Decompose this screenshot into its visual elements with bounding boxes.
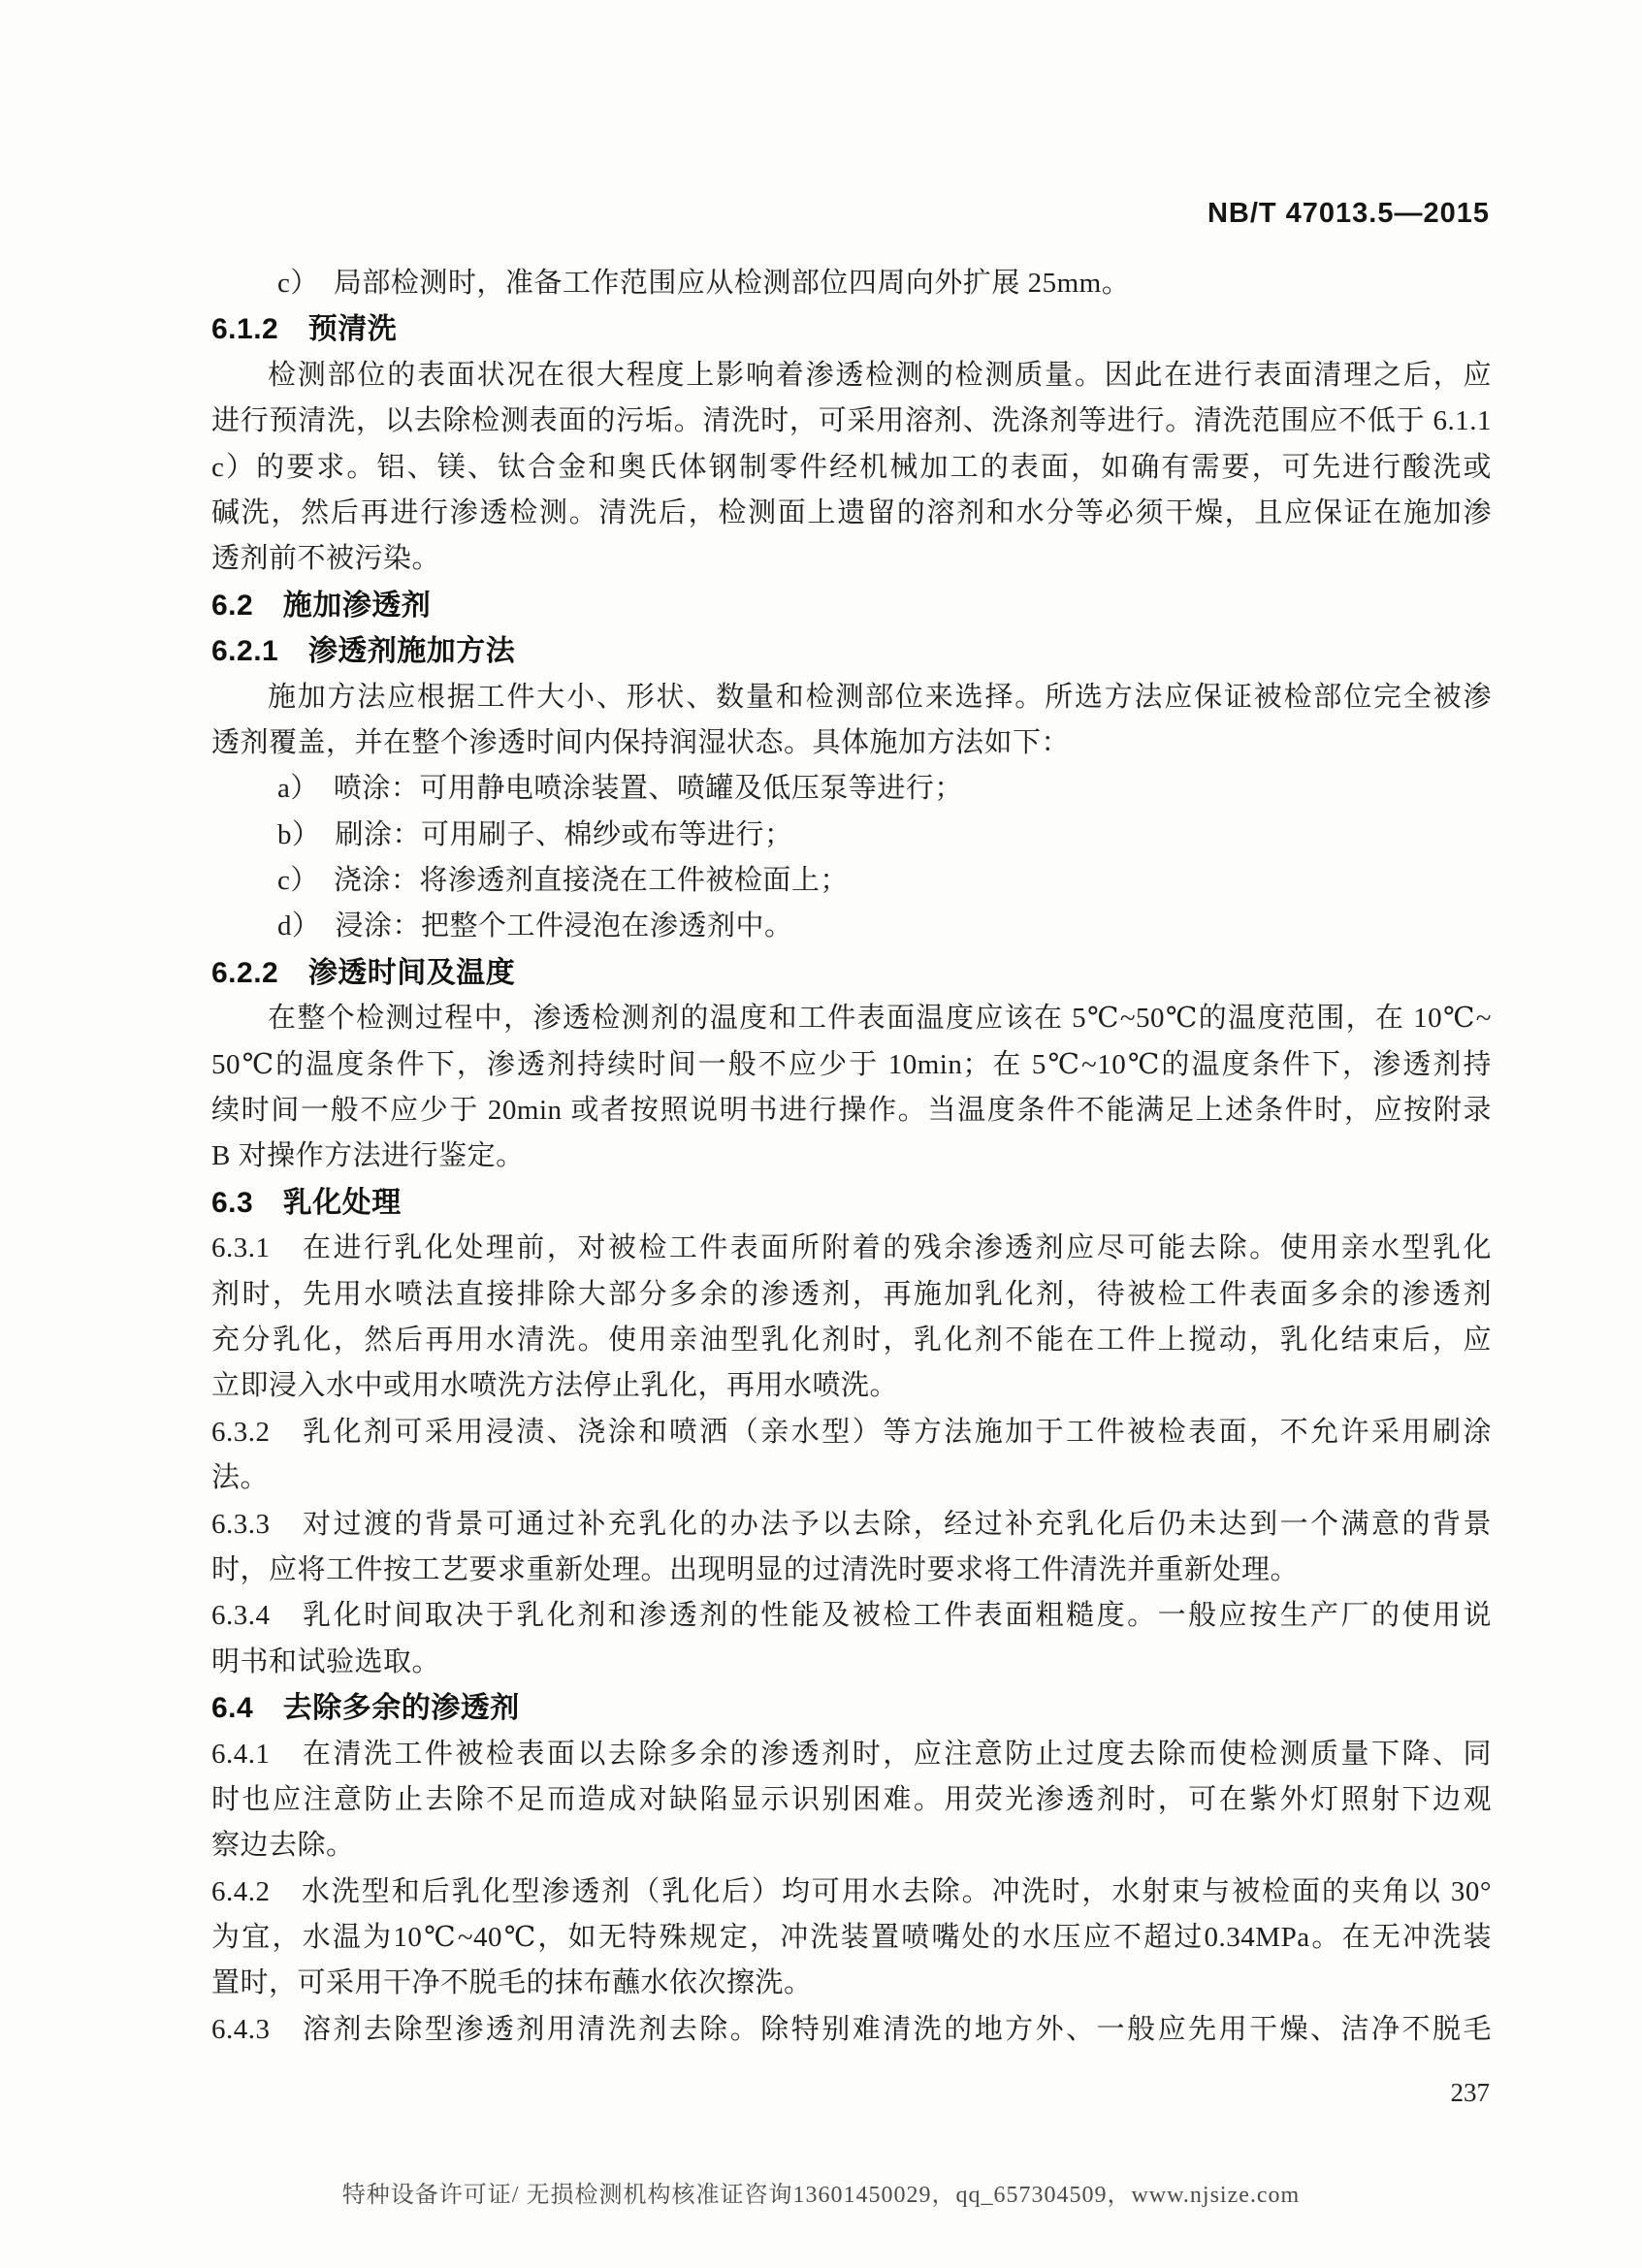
text-line: 6.4 去除多余的渗透剂 bbox=[211, 1692, 520, 1725]
text-line: c） 局部检测时，准备工作范围应从检测部位四周向外扩展 25mm。 bbox=[277, 268, 1131, 299]
text-line: 剂时，先用水喷法直接排除大部分多余的渗透剂，再施加乳化剂，待被检工件表面多余的渗透剂 bbox=[211, 1278, 1492, 1310]
text-line: 明书和试验选取。 bbox=[211, 1645, 441, 1677]
text-line: d） 浸涂：把整个工件浸泡在渗透剂中。 bbox=[277, 910, 793, 942]
text-line: 6.2 施加渗透剂 bbox=[211, 589, 432, 622]
text-line: 透剂前不被污染。 bbox=[211, 543, 441, 575]
text-line: 6.3.3 对过渡的背景可通过补充乳化的办法予以去除，经过补充乳化后仍未达到一个满意的背景 bbox=[211, 1508, 1492, 1540]
text-line: 在整个检测过程中，渗透检测剂的温度和工件表面温度应该在 5℃~50℃的温度范围，在 10℃~ bbox=[268, 1003, 1492, 1035]
text-line: 续时间一般不应少于 20min 或者按照说明书进行操作。当温度条件不能满足上述条件时，应按附录 bbox=[211, 1095, 1492, 1127]
text-line: B 对操作方法进行鉴定。 bbox=[211, 1140, 525, 1172]
text-line: 时也应注意防止去除不足而造成对缺陷显示识别困难。用荧光渗透剂时，可在紫外灯照射下边观 bbox=[211, 1783, 1492, 1815]
text-line: 为宜，水温为10℃~40℃，如无特殊规定，冲洗装置喷嘴处的水压应不超过0.34MPa。在无冲洗装 bbox=[211, 1922, 1492, 1954]
text-line: 法。 bbox=[211, 1462, 270, 1494]
text-line: 施加方法应根据工件大小、形状、数量和检测部位来选择。所选方法应保证被检部位完全被渗 bbox=[268, 681, 1492, 713]
text-line: 置时，可采用干净不脱毛的抹布蘸水依次擦洗。 bbox=[211, 1967, 813, 1999]
document-body bbox=[211, 261, 1492, 2053]
text-line: 6.2.2 渗透时间及温度 bbox=[211, 956, 516, 989]
text-line: 进行预清洗，以去除检测表面的污垢。清洗时，可采用溶剂、洗涤剂等进行。清洗范围应不低于 6.1.1 bbox=[211, 405, 1492, 437]
text-line: 碱洗，然后再进行渗透检测。清洗后，检测面上遗留的溶剂和水分等必须干燥，且应保证在施加渗 bbox=[211, 496, 1492, 528]
text-line: 6.3.2 乳化剂可采用浸渍、浇涂和喷洒（亲水型）等方法施加于工件被检表面，不允许采用刷涂 bbox=[211, 1416, 1492, 1448]
watermark-footer: 特种设备许可证/ 无损检测机构核准证咨询13601450029，qq_657304509，www.njsize.com bbox=[341, 2183, 1301, 2208]
text-line: 6.3.1 在进行乳化处理前，对被检工件表面所附着的残余渗透剂应尽可能去除。使用亲水型乳化 bbox=[211, 1232, 1492, 1264]
text-line: 立即浸入水中或用水喷洗方法停止乳化，再用水喷洗。 bbox=[211, 1370, 899, 1402]
text-line: b） 刷涂：可用刷子、棉纱或布等进行； bbox=[277, 818, 793, 850]
text-line: 6.4.2 水洗型和后乳化型渗透剂（乳化后）均可用水去除。冲洗时，水射束与被检面的夹角以 30° bbox=[211, 1875, 1492, 1907]
text-line: 察边去除。 bbox=[211, 1830, 355, 1862]
doc-standard-number: NB/T 47013.5—2015 bbox=[1207, 198, 1490, 229]
text-line: 6.4.3 溶剂去除型渗透剂用清洗剂去除。除特别难清洗的地方外、一般应先用干燥、洁净不脱毛 bbox=[211, 2013, 1492, 2045]
text-line: a） 喷涂：可用静电喷涂装置、喷罐及低压泵等进行； bbox=[277, 773, 963, 805]
text-line: 6.1.2 预清洗 bbox=[211, 313, 398, 346]
text-line: 6.4.1 在清洗工件被检表面以去除多余的渗透剂时，应注意防止过度去除而使检测质量下降、同 bbox=[211, 1738, 1492, 1770]
text-line: 透剂覆盖，并在整个渗透时间内保持润湿状态。具体施加方法如下： bbox=[211, 726, 1071, 758]
text-line: 6.3.4 乳化时间取决于乳化剂和渗透剂的性能及被检工件表面粗糙度。一般应按生产厂的使用说 bbox=[211, 1600, 1492, 1632]
text-line: 6.2.1 渗透剂施加方法 bbox=[211, 635, 516, 668]
page-number: 237 bbox=[1450, 2078, 1490, 2107]
text-line: 6.3 乳化处理 bbox=[211, 1186, 402, 1219]
text-line: 时，应将工件按工艺要求重新处理。出现明显的过清洗时要求将工件清洗并重新处理。 bbox=[211, 1553, 1300, 1585]
text-line: 检测部位的表面状况在很大程度上影响着渗透检测的检测质量。因此在进行表面清理之后，应 bbox=[268, 359, 1492, 391]
text-line: c）的要求。铝、镁、钛合金和奥氏体钢制零件经机械加工的表面，如确有需要，可先进行酸洗或 bbox=[211, 451, 1492, 483]
text-line: 充分乳化，然后再用水清洗。使用亲油型乳化剂时，乳化剂不能在工件上搅动，乳化结束后，应 bbox=[211, 1324, 1492, 1356]
text-line: 50℃的温度条件下，渗透剂持续时间一般不应少于 10min；在 5℃~10℃的温度条件下，渗透剂持 bbox=[211, 1048, 1492, 1080]
text-line: c） 浇涂：将渗透剂直接浇在工件被检面上； bbox=[277, 865, 849, 897]
